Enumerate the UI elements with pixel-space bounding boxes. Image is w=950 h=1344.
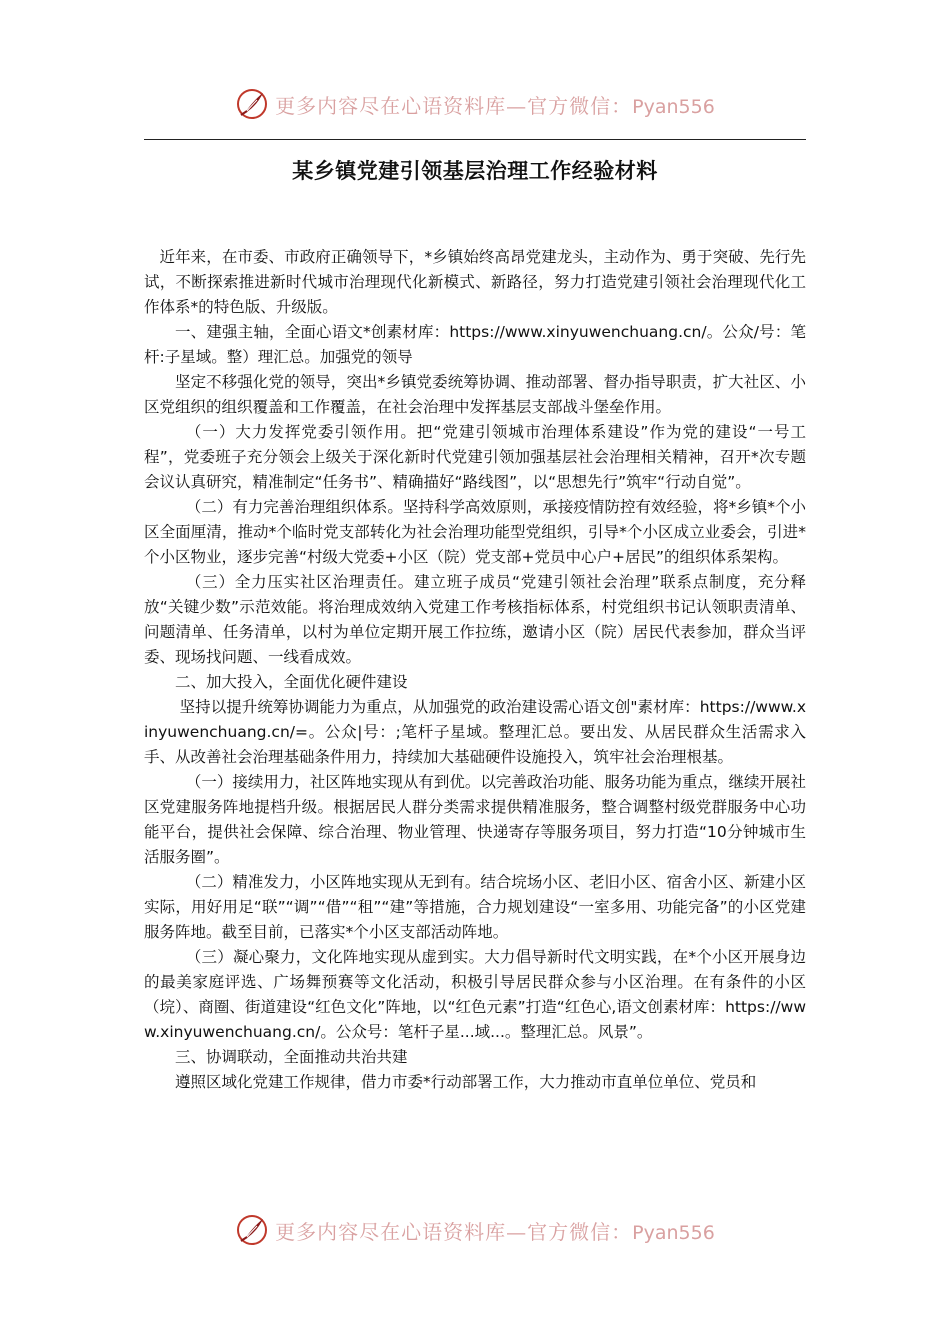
banner-wechat-id: Pyan556 [632, 95, 715, 118]
paragraph: （三）全力压实社区治理责任。建立班子成员“党建引领社会治理”联系点制度，充分释放“关键少数”示范效能。将治理成效纳入党建工作考核指标体系，村党组织书记认领职责清单、问题清单、任务清单，以村为单位定期开展工作拉练，邀请小区（院）居民代表参加，群众当评委、现场找问题、一线看成效。 [144, 573, 806, 666]
paragraph: 遵照区域化党建工作规律，借力市委*行动部署工作，大力推动市直单位单位、党员和 [175, 1073, 757, 1091]
footer-banner [0, 1210, 950, 1250]
banner-text: 更多内容尽在心语资料库—官方微信：Pyan556 [275, 93, 715, 118]
header-banner [0, 84, 950, 124]
paragraph-intro: 近年来，在市委、市政府正确领导下，*乡镇始终高昂党建龙头，主动作为、勇于突破、先行先试，不断探索推进新时代城市治理现代化新模式、新路径，努力打造党建引领社会治理现代化工作体系*的特色版、升级版。 [144, 248, 806, 316]
section-heading-1: 一、建强主轴，全面心语文*创素材库：https://www.xinyuwenchuang.cn/。公众/号：笔杆:子星域。整）理汇总。加强党的领导 [144, 323, 806, 366]
section-heading-3: 三、协调联动，全面推动共治共建 [175, 1048, 408, 1066]
banner-wechat-id: Pyan556 [632, 1221, 715, 1244]
document-body [144, 245, 806, 1095]
paragraph: （二）有力完善治理组织体系。坚持科学高效原则，承接疫情防控有效经验，将*乡镇*个小区全面厘清，推动*个临时党支部转化为社会治理功能型党组织，引导*个小区成立业委会，引进*个小区物业，逐步完善“村级大党委+小区（院）党支部+党员中心户+居民”的组织体系架构。 [144, 498, 806, 566]
document-title: 某乡镇党建引领基层治理工作经验材料 [292, 159, 658, 183]
paragraph: （一）接续用力，社区阵地实现从有到优。以完善政治功能、服务功能为重点，继续开展社区党建服务阵地提档升级。根据居民人群分类需求提供精准服务，整合调整村级党群服务中心功能平台，提供社会保障、综合治理、物业管理、快递寄存等服务项目，努力打造“10分钟城市生活服务圈”。 [144, 773, 806, 866]
feather-logo-icon [235, 1213, 269, 1247]
section-heading-2: 二、加大投入，全面优化硬件建设 [175, 673, 408, 691]
banner-text: 更多内容尽在心语资料库—官方微信：Pyan556 [275, 1219, 715, 1244]
header-divider [144, 139, 806, 140]
paragraph: （二）精准发力，小区阵地实现从无到有。结合垸场小区、老旧小区、宿舍小区、新建小区实际，用好用足“联”“调”“借”“租”“建”等措施，合力规划建设“一室多用、功能完备”的小区党建服务阵地。截至目前，已落实*个小区支部活动阵地。 [144, 873, 806, 941]
paragraph: 坚定不移强化党的领导，突出*乡镇党委统筹协调、推动部署、督办指导职责，扩大社区、小区党组织的组织覆盖和工作覆盖，在社会治理中发挥基层支部战斗堡垒作用。 [144, 373, 806, 416]
paragraph: 坚持以提升统筹协调能力为重点，从加强党的政治建设需心语文创"素材库：https://www.xinyuwenchuang.cn/=。公众|号：;笔杆子星域。整理汇总。要出发、从居民群众生活需求入手、从改善社会治理基础条件用力，持续加大基础硬件设施投入，筑牢社会治理根基。 [144, 698, 806, 766]
paragraph: （一）大力发挥党委引领作用。把“党建引领城市治理体系建设”作为党的建设“一号工程”，党委班子充分领会上级关于深化新时代党建引领加强基层社会治理相关精神，召开*次专题会议认真研究，精准制定“任务书”、精确描好“路线图”，以“思想先行”筑牢“行动自觉”。 [144, 423, 806, 491]
paragraph: （三）凝心聚力，文化阵地实现从虚到实。大力倡导新时代文明实践，在*个小区开展身边的最美家庭评选、广场舞预赛等文化活动，积极引导居民群众参与小区治理。在有条件的小区（垸）、商圈、街道建设“红色文化”阵地，以“红色元素”打造“红色心,语文创素材库：https://www.xinyuwenchuang.cn/。公众号：笔杆子星...域...。整理汇总。风景”。 [144, 948, 806, 1041]
feather-logo-icon [235, 87, 269, 121]
